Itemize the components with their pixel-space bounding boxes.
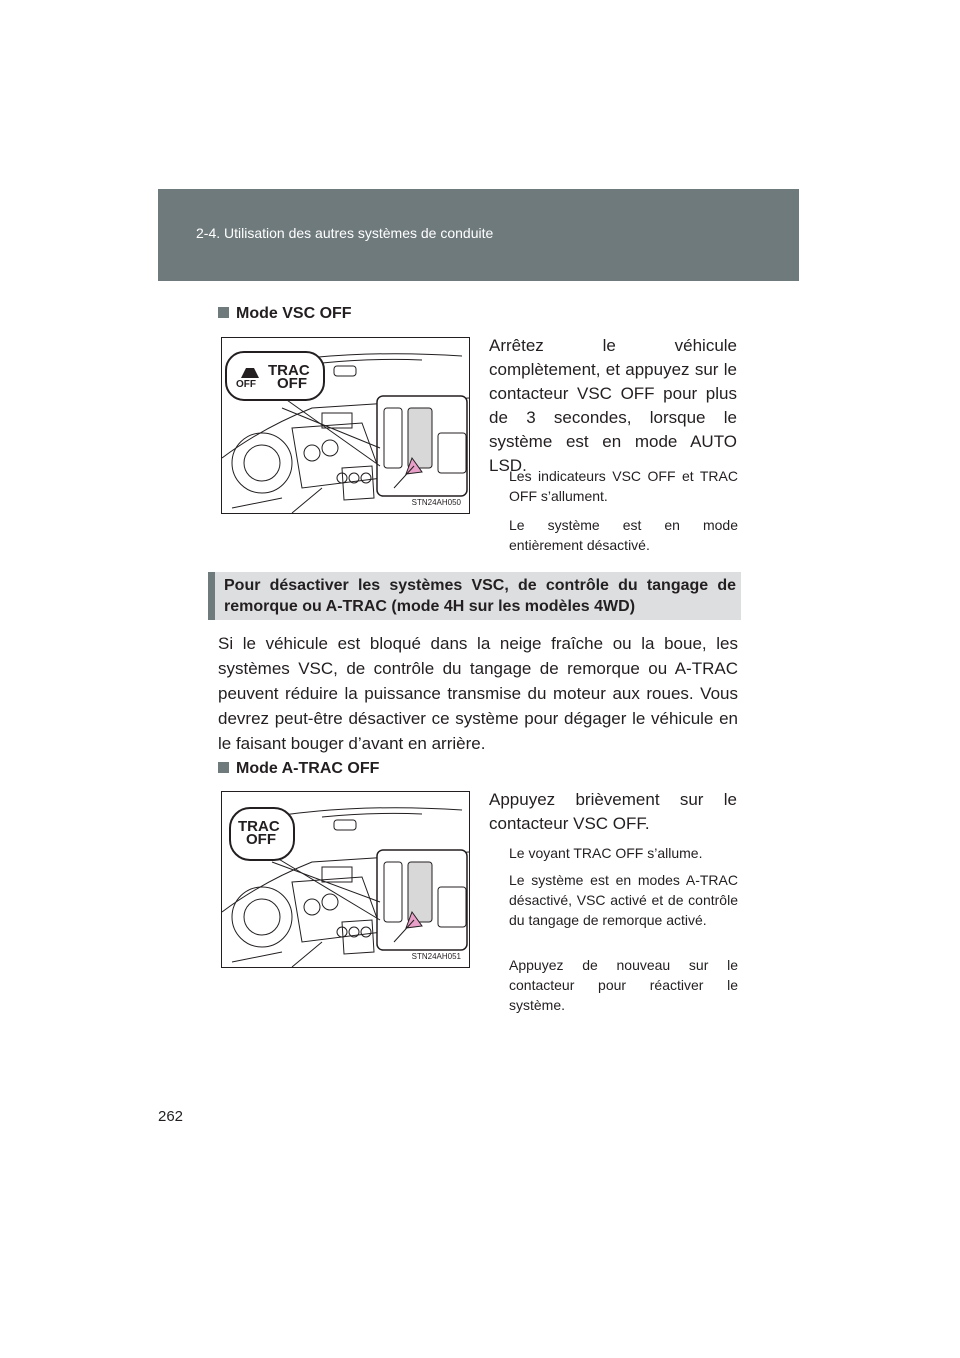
page-number: 262 [158,1108,184,1125]
page-header [158,189,799,281]
section-title-bar [208,572,741,620]
callout-trac-label: TRAC [238,818,280,835]
atrac-off-heading: Mode A-TRAC OFF [218,760,379,778]
atrac-off-figure [221,791,470,968]
square-bullet-icon [218,762,229,773]
callout-trac-off-label: OFF [277,375,307,392]
vsc-off-note-2: Le système est en mode entièrement désactivé. [509,517,738,553]
header-title: 2-4. Utilisation des autres systèmes de conduite [196,225,494,241]
figure-code: STN24AH050 [411,498,461,507]
square-bullet-icon [218,307,229,318]
vsc-off-note-1: Les indicateurs VSC OFF et TRAC OFF s’allument. [509,468,738,504]
section-paragraph: Si le véhicule est bloqué dans la neige fraîche ou la boue, les systèmes VSC, de contrôle du tangage de remorque ou A-TRAC peuvent réduire la puissance transmise du moteur aux roues. Vous devrez peut-être désactiver ce système pour dégager le véhicule en le faisant bouger d’avant en arrière. [218,634,738,753]
atrac-off-instruction: Appuyez brièvement sur le contacteur VSC OFF. [489,790,737,833]
callout-off-label: OFF [236,379,256,390]
vsc-off-figure [221,337,470,514]
section-accent [208,572,215,620]
dashboard-illustration [222,338,469,513]
vsc-off-instruction: Arrêtez le véhicule complètement, et appuyez sur le contacteur VSC OFF pour plus de 3 secondes, lorsque le système est en mode AUTO LSD. [489,336,737,475]
figure-code: STN24AH051 [411,952,461,961]
atrac-off-note-1: Le voyant TRAC OFF s’allume. [509,845,703,861]
callout-trac-label: TRAC [268,362,310,379]
section-title: Pour désactiver les systèmes VSC, de contrôle du tangage de remorque ou A-TRAC (mode 4H sur les modèles 4WD) [224,577,736,615]
atrac-off-note-3: Appuyez de nouveau sur le contacteur pour réactiver le système. [509,957,738,1013]
vsc-off-heading: Mode VSC OFF [218,305,352,323]
atrac-off-note-2: Le système est en modes A-TRAC désactivé, VSC activé et de contrôle du tangage de remorque activé. [509,872,738,928]
callout-trac-off-label: OFF [246,831,276,848]
